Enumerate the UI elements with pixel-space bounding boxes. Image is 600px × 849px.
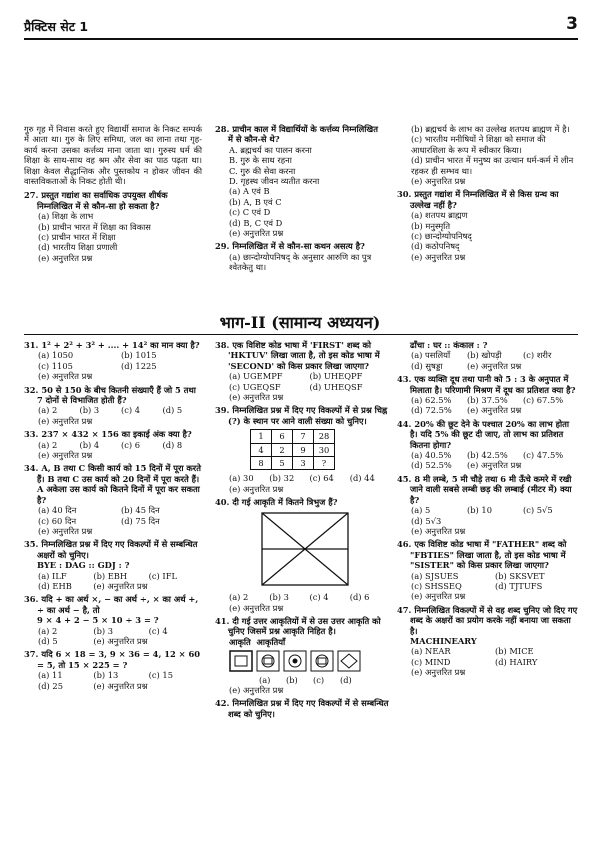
question-27: 27. प्रस्तुत गद्यांश का सर्वाधिक उपयुक्त शीर्षक निम्नलिखित में से कौन-सा हो सकता है? (a) शिक्षा के लाभ (b) प्राचीन भारत में शिक्षा का विकास (c) प्राचीन भारत में शिक्षा (d) भारतीय शिक्षा प्रणाली (e) अनुत्तरित प्रश्न xyxy=(24,190,202,263)
option[interactable]: (a) 2 xyxy=(229,592,249,603)
option[interactable]: (b) SKSVET xyxy=(495,570,545,581)
option[interactable]: (e) अनुत्तरित प्रश्न xyxy=(229,684,284,695)
option[interactable]: (c) 47.5% xyxy=(523,450,564,461)
option[interactable]: (d) B, C एवं D xyxy=(229,217,283,228)
grid-cell: 28 xyxy=(314,430,335,443)
grid-cell: 1 xyxy=(251,430,272,443)
option[interactable]: (d) 5 xyxy=(162,405,183,416)
option[interactable]: (c) SHSSEQ xyxy=(411,580,462,591)
option[interactable]: (c) 67.5% xyxy=(523,395,564,406)
option[interactable]: (b) 1015 xyxy=(121,350,157,361)
option[interactable]: (e) अनुत्तरित प्रश्न xyxy=(229,602,284,613)
option[interactable]: (c) 6 xyxy=(121,439,141,450)
option[interactable]: (a) पसलियाँ xyxy=(411,350,451,361)
question-35: 35. निम्नलिखित प्रश्न में दिए गए विकल्पों में से सम्बन्धित अक्षरों को चुनिए। BYE : DAG :: GDJ : ? (a) ILF (b) EBH (c) IFL (d) EHB (e) अनुत्तरित प्रश्न xyxy=(24,539,204,591)
option[interactable]: (d) xyxy=(340,674,352,685)
option[interactable]: (d) 8 xyxy=(162,439,183,450)
number-grid xyxy=(250,429,335,470)
question-text: निम्नलिखित में से कौन-सा कथन असत्य है? xyxy=(232,241,365,252)
option[interactable]: (c) छान्दोग्योपनिषद् xyxy=(411,231,472,242)
option[interactable]: (d) कठोपनिषद् xyxy=(411,241,460,252)
grid-cell: 6 xyxy=(272,430,293,443)
option[interactable]: (c) भारतीय मनीषियों ने शिक्षा को समाज की आधारशिला के रूप में स्वीकार किया। xyxy=(411,134,546,155)
question-text: एक व्यक्ति दूध तथा पानी को 5 : 3 के अनुपात में मिलाता है। परिणामी मिश्रण में दूध का प्रतिशत क्या है? xyxy=(410,374,576,395)
grid-cell: 3 xyxy=(293,457,314,470)
question-29-continued xyxy=(397,124,577,186)
analogy-text: ढाँचा : घर :: कंकाल : ? xyxy=(410,340,488,350)
option[interactable]: (b) ब्रह्मचर्य के लाभ का उल्लेख शतपथ ब्राह्मण में है। xyxy=(411,124,570,134)
option[interactable]: (d) 72.5% xyxy=(411,405,452,416)
option[interactable]: (b) 13 xyxy=(93,670,119,681)
option[interactable]: (a) 5 xyxy=(411,505,431,516)
figure-series xyxy=(229,650,379,672)
option[interactable]: (d) 6 xyxy=(349,592,370,603)
option[interactable]: (b) 3 xyxy=(269,592,289,603)
question-text: निम्नलिखित विकल्पों में से वह शब्द चुनिए जो दिए गए शब्द के अक्षरों का प्रयोग करके नहीं बनाया जा सकता है। xyxy=(410,604,578,636)
option[interactable]: (a) UGEMPF xyxy=(229,371,283,382)
option[interactable]: (a) 2 xyxy=(38,405,58,416)
question-40: 40. दी गई आकृति में कितने त्रिभुज हैं? (a) 2 (b) 3 (c) 4 (d) 6 (e) अनुत्तरित प्रश्न xyxy=(215,497,390,613)
question-39: 39. निम्नलिखित प्रश्न में दिए गए विकल्पों में से प्रश्न चिह्न (?) के स्थान पर आने वाली संख्या को चुनिए। 1 6 7 28 4 2 9 30 8 5 3 ? (a) 30 (b) 32 (c) 64 (d) 44 (e) अनुत्तरित प्रश्न xyxy=(215,405,390,494)
option[interactable]: (e) अनुत्तरित प्रश्न xyxy=(93,635,148,646)
option[interactable]: (a) NEAR xyxy=(411,646,451,657)
option[interactable]: (e) अनुत्तरित प्रश्न xyxy=(38,252,93,263)
question-44: 44. 20% की छूट देने के पश्चात 20% का लाभ होता है। यदि 5% की छूट दी जाए, तो लाभ का प्रतिशत कितना होगा? (a) 40.5% (b) 42.5% (c) 47.5% (d) 52.5% (e) अनुत्तरित प्रश्न xyxy=(397,419,579,471)
option[interactable]: (b) खोपड़ी xyxy=(467,350,502,361)
question-text: यदि 6 × 18 = 3, 9 × 36 = 4, 12 × 60 = 5, तो 15 × 225 = ? xyxy=(37,649,201,670)
option[interactable]: (e) अनुत्तरित प्रश्न xyxy=(411,176,466,187)
section-divider xyxy=(24,334,578,335)
option[interactable]: (a) छान्दोग्योपनिषद् के अनुसार आरुणि का पुत्र श्वेतकेतु था। xyxy=(229,251,372,273)
option[interactable]: (b) 42.5% xyxy=(467,450,508,461)
question-text: प्राचीन काल में विद्यार्थियों के कर्त्तव्य निम्नलिखित में से कौन-से थे? xyxy=(228,124,378,145)
top-column-3 xyxy=(397,124,577,265)
option[interactable]: (c) 4 xyxy=(309,592,329,603)
option[interactable]: (a) 40.5% xyxy=(411,450,452,461)
question-text: 20% की छूट देने के पश्चात 20% का लाभ होता है। यदि 5% की छूट दी जाए, तो लाभ का प्रतिशत कितना होगा? xyxy=(410,418,570,450)
question-29: 29. निम्नलिखित में से कौन-सा कथन असत्य है? (a) छान्दोग्योपनिषद् के अनुसार आरुणि का पुत्र श्वेतकेतु था। xyxy=(215,241,385,272)
option[interactable]: (e) अनुत्तरित प्रश्न xyxy=(467,405,522,416)
question-text: A, B तथा C किसी कार्य को 15 दिनों में पूरा करते हैं। B तथा C उस कार्य को 20 दिनों में पूरा करते हैं। A अकेला उस कार्य को कितने दिनों में पूरा कर सकता है? xyxy=(37,463,201,505)
option[interactable]: (d) 25 xyxy=(38,680,63,691)
option[interactable]: (a) xyxy=(259,674,271,685)
option[interactable]: (a) शतपथ ब्राह्मण xyxy=(411,210,468,221)
option[interactable]: (c) 64 xyxy=(309,473,334,484)
question-37: 37. यदि 6 × 18 = 3, 9 × 36 = 4, 12 × 60 = 5, तो 15 × 225 = ? (a) 11 (b) 13 (c) 15 (d) 25 (e) अनुत्तरित प्रश्न xyxy=(24,649,204,691)
header-title: प्रैक्टिस सेट 1 xyxy=(24,19,89,34)
option[interactable]: (c) 1105 xyxy=(38,360,73,371)
question-text: 8 मी लम्बे, 5 मी चौड़े तथा 6 मी ऊँचे कमरे में रखी जाने वाली सबसे लम्बी छड़ की लम्बाई (मीटर में) क्या है? xyxy=(410,473,572,505)
option[interactable]: (b) 4 xyxy=(79,439,100,450)
option[interactable]: (b) UHEQPF xyxy=(309,371,363,382)
option[interactable]: (d) HAIRY xyxy=(495,656,538,667)
option[interactable]: (a) A एवं B xyxy=(229,186,270,197)
question-text: दी गई आकृति में कितने त्रिभुज हैं? xyxy=(232,497,338,508)
option[interactable]: (d) 75 दिन xyxy=(121,515,160,526)
option[interactable]: (d) 5 xyxy=(38,635,58,646)
option[interactable]: (c) 4 xyxy=(121,405,141,416)
expression-text: 9 × 4 + 2 − 5 × 10 ÷ 3 = ? xyxy=(37,615,159,626)
option[interactable]: (a) 1050 xyxy=(38,350,74,361)
question-42: 42. निम्नलिखित प्रश्न में दिए गए विकल्पों में से सम्बन्धित शब्द को चुनिए। xyxy=(215,698,389,719)
option[interactable]: (a) SJSUES xyxy=(411,570,459,581)
top-column-2 xyxy=(215,124,385,276)
option[interactable]: (e) अनुत्तरित प्रश्न xyxy=(38,525,93,536)
option[interactable]: (e) अनुत्तरित प्रश्न xyxy=(411,525,466,536)
statement: D. गृहस्थ जीवन व्यतीत करना xyxy=(229,176,320,187)
question-text: एक विशिष्ट कोड भाषा में "FATHER" शब्द को "FBTIES" लिखा जाता है, तो इस कोड भाषा में "SISTER" को किस प्रकार लिखा जाएगा? xyxy=(410,539,567,571)
option[interactable]: (d) EHB xyxy=(38,580,72,591)
option[interactable]: (e) अनुत्तरित प्रश्न xyxy=(229,483,284,494)
option[interactable]: (c) 60 दिन xyxy=(38,515,77,526)
option[interactable]: (d) UHEQSF xyxy=(309,381,363,392)
statement: B. गुरु के साथ रहना xyxy=(229,155,292,166)
grid-cell: 9 xyxy=(293,443,314,456)
bottom-column-2 xyxy=(215,340,390,722)
question-47: 47. निम्नलिखित विकल्पों में से वह शब्द चुनिए जो दिए गए शब्द के अक्षरों का प्रयोग करके नहीं बनाया जा सकता है। MACHINEARY (a) NEAR (b) MICE (c) MIND (d) HAIRY (e) अनुत्तरित प्रश्न xyxy=(397,604,578,678)
section-title: भाग-II (सामान्य अध्ययन) xyxy=(219,313,381,332)
question-42-continued xyxy=(397,340,579,371)
question-text: प्रस्तुत गद्यांश का सर्वाधिक उपयुक्त शीर्षक निम्नलिखित में से कौन-सा हो सकता है? xyxy=(37,190,168,211)
question-43: 43. एक व्यक्ति दूध तथा पानी को 5 : 3 के अनुपात में मिलाता है। परिणामी मिश्रण में दूध का प्रतिशत क्या है? (a) 62.5% (b) 37.5% (c) 67.5% (d) 72.5% (e) अनुत्तरित प्रश्न xyxy=(397,374,579,416)
option[interactable]: (a) 2 xyxy=(38,625,58,636)
option[interactable]: (b) 45 दिन xyxy=(121,505,160,516)
statement: C. गुरु की सेवा करना xyxy=(229,165,296,176)
analogy-text: BYE : DAG :: GDJ : ? xyxy=(37,560,130,571)
question-34: 34. A, B तथा C किसी कार्य को 15 दिनों में पूरा करते हैं। B तथा C उस कार्य को 20 दिनों में पूरा करते हैं। A अकेला उस कार्य को कितने दिनों में पूरा कर सकता है? (a) 40 दिन (b) 45 दिन (c) 60 दिन (d) 75 दिन (e) अनुत्तरित प्रश्न xyxy=(24,463,204,536)
option[interactable]: (e) अनुत्तरित प्रश्न xyxy=(411,667,466,678)
question-28: 28. प्राचीन काल में विद्यार्थियों के कर्त्तव्य निम्नलिखित में से कौन-से थे? A. ब्रह्मचर्य का पालन करना B. गुरु के साथ रहना C. गुरु की सेवा करना D. गृहस्थ जीवन व्यतीत करना (a) A एवं B (b) A, B एवं C (c) C एवं D (d) B, C एवं D (e) अनुत्तरित प्रश्न xyxy=(215,124,385,238)
question-30: 30. प्रस्तुत गद्यांश में निम्नलिखित में से किस ग्रन्थ का उल्लेख नहीं है? (a) शतपथ ब्राह्मण (b) मनुस्मृति (c) छान्दोग्योपनिषद् (d) कठोपनिषद् (e) अनुत्तरित प्रश्न xyxy=(397,189,577,262)
option[interactable]: (b) MICE xyxy=(495,646,534,657)
grid-cell: 30 xyxy=(314,443,335,456)
option[interactable]: (d) 5√3 xyxy=(411,515,442,526)
top-column-1 xyxy=(24,124,202,266)
option[interactable]: (c) UGEQSF xyxy=(229,381,281,392)
option[interactable]: (b) 3 xyxy=(79,405,100,416)
option[interactable]: (b) 10 xyxy=(467,505,492,516)
grid-cell: 4 xyxy=(251,443,272,456)
question-text: यदि + का अर्थ ×, − का अर्थ ÷, × का अर्थ +, ÷ का अर्थ − है, तो xyxy=(37,594,199,615)
question-text: दी गई उत्तर आकृतियों में से उस उत्तर आकृति को चुनिए जिसमें प्रश्न आकृति निहित है। xyxy=(228,615,381,637)
option[interactable]: (a) 40 दिन xyxy=(38,505,77,516)
option[interactable]: (b) 37.5% xyxy=(467,395,508,406)
option[interactable]: (a) 30 xyxy=(229,473,254,484)
option[interactable]: (a) शिक्षा के लाभ xyxy=(38,211,94,222)
option[interactable]: (b) xyxy=(286,674,298,685)
option[interactable]: (d) TJTUFS xyxy=(495,580,543,591)
question-text: एक विशिष्ट कोड भाषा में 'FIRST' शब्द को 'HKTUV' लिखा जाता है, तो इस कोड भाषा में 'SECOND' को किस प्रकार लिखा जाएगा? xyxy=(228,340,380,371)
question-45: 45. 8 मी लम्बे, 5 मी चौड़े तथा 6 मी ऊँचे कमरे में रखी जाने वाली सबसे लम्बी छड़ की लम्बाई (मीटर में) क्या है? (a) 5 (b) 10 (c) 5√5 (d) 5√3 (e) अनुत्तरित प्रश्न xyxy=(397,474,579,536)
option[interactable]: (e) अनुत्तरित प्रश्न xyxy=(38,415,93,426)
option[interactable]: (c) शरीर xyxy=(523,350,552,361)
option[interactable]: (e) अनुत्तरित प्रश्न xyxy=(467,360,522,371)
grid-cell: 5 xyxy=(272,457,293,470)
given-word: MACHINEARY xyxy=(410,635,477,646)
question-31: 31. 1² + 2² + 3² + .... + 14² का मान क्या है? (a) 1050 (b) 1015 (c) 1105 (d) 1225 (e) अनुत्तरित प्रश्न xyxy=(24,340,204,382)
option[interactable]: (d) सुषड्डा xyxy=(411,360,443,371)
option[interactable]: (c) xyxy=(313,674,325,685)
question-text: निम्नलिखित प्रश्न में दिए गए विकल्पों में से प्रश्न चिह्न (?) के स्थान पर आने वाली संख्या को चुनिए। xyxy=(228,405,388,426)
option[interactable]: (a) 62.5% xyxy=(411,395,452,406)
option[interactable]: (e) अनुत्तरित प्रश्न xyxy=(93,680,148,691)
option[interactable]: (c) 4 xyxy=(148,625,168,636)
grid-cell: ? xyxy=(314,457,335,470)
option[interactable]: (b) प्राचीन भारत में शिक्षा का विकास xyxy=(38,221,151,232)
option[interactable]: (b) EBH xyxy=(93,570,128,581)
question-text: 237 × 432 × 156 का इकाई अंक क्या है? xyxy=(41,429,192,440)
option[interactable]: (c) प्राचीन भारत में शिक्षा xyxy=(38,232,116,243)
option[interactable]: (b) मनुस्मृति xyxy=(411,220,451,231)
option[interactable]: (d) 1225 xyxy=(121,360,157,371)
question-32: 32. 50 से 150 के बीच कितनी संख्याएँ हैं जो 5 तथा 7 दोनों से विभाजित होती हैं? (a) 2 (b) 3 (c) 4 (d) 5 (e) अनुत्तरित प्रश्न xyxy=(24,385,204,427)
option[interactable]: (e) अनुत्तरित प्रश्न xyxy=(411,591,466,602)
question-41: 41. दी गई उत्तर आकृतियों में से उस उत्तर आकृति को चुनिए जिसमें प्रश्न आकृति निहित है। आकृति आकृतियाँ (a) (b) (c) (d) (e) अनुत्तरित प्रश्न xyxy=(215,616,390,695)
option[interactable]: (c) C एवं D xyxy=(229,207,271,218)
option[interactable]: (c) MIND xyxy=(411,656,451,667)
triangle-figure xyxy=(260,511,350,587)
option[interactable]: (b) 32 xyxy=(269,473,295,484)
statement: A. ब्रह्मचर्य का पालन करना xyxy=(229,144,312,155)
question-text: 1² + 2² + 3² + .... + 14² का मान क्या है? xyxy=(41,340,200,350)
passage-tail: गुरु गृह में निवास करते हुए विद्यार्थी समाज के निकट सम्पर्क में आता था। गुरु के लिए समिधा, जल का लाना तथा गृह-कार्य करना उसका कर्त्तव्य माना जाता था। गुरुस्य धर्म की शिक्षा के साथ-साथ वह श्रम और सेवा का पाठ पढ़ता था। शिक्षा केवल सैद्धान्तिक और पुस्तकोय न होकर जीवन की वास्तविकताओं के निकट होती थी। xyxy=(24,124,202,187)
bottom-column-1 xyxy=(24,340,204,694)
option[interactable]: (c) 5√5 xyxy=(523,505,553,516)
question-text: 50 से 150 के बीच कितनी संख्याएँ हैं जो 5 तथा 7 दोनों से विभाजित होती हैं? xyxy=(37,384,196,406)
option[interactable]: (b) 3 xyxy=(93,625,114,636)
option[interactable]: (b) A, B एवं C xyxy=(229,196,282,207)
grid-cell: 2 xyxy=(272,443,293,456)
option[interactable]: (c) IFL xyxy=(148,570,177,581)
question-33: 33. 237 × 432 × 156 का इकाई अंक क्या है? (a) 2 (b) 4 (c) 6 (d) 8 (e) अनुत्तरित प्रश्न xyxy=(24,429,204,460)
option[interactable]: (d) 44 xyxy=(349,473,375,484)
option[interactable]: (a) 2 xyxy=(38,439,58,450)
option[interactable]: (e) अनुत्तरित प्रश्न xyxy=(229,392,284,403)
question-text: निम्नलिखित प्रश्न में दिए गए विकल्पों में से सम्बन्धित शब्द को चुनिए। xyxy=(228,698,389,719)
option[interactable]: (a) 11 xyxy=(38,670,63,681)
figure-label-answer: आकृतियाँ xyxy=(256,636,286,647)
option[interactable]: (e) अनुत्तरित प्रश्न xyxy=(467,460,522,471)
option[interactable]: (a) ILF xyxy=(38,570,67,581)
question-text: प्रस्तुत गद्यांश में निम्नलिखित में से किस ग्रन्थ का उल्लेख नहीं है? xyxy=(410,189,559,210)
figure-label-question: आकृति xyxy=(229,636,251,647)
bottom-column-3 xyxy=(397,340,579,681)
option[interactable]: (d) प्राचीन भारत में मनुष्य का उत्थान धर्म-कर्म में लीन रहकर ही सम्भव था। xyxy=(411,155,574,176)
question-46: 46. एक विशिष्ट कोड भाषा में "FATHER" शब्द को "FBTIES" लिखा जाता है, तो इस कोड भाषा में "SISTER" को किस प्रकार लिखा जाएगा? (a) SJSUES (b) SKSVET (c) SHSSEQ (d) TJTUFS (e) अनुत्तरित प्रश्न xyxy=(397,539,579,601)
page-header xyxy=(24,12,578,40)
grid-cell: 7 xyxy=(293,430,314,443)
option[interactable]: (d) भारतीय शिक्षा प्रणाली xyxy=(38,242,118,253)
option[interactable]: (e) अनुत्तरित प्रश्न xyxy=(229,228,284,239)
option[interactable]: (e) अनुत्तरित प्रश्न xyxy=(38,450,93,461)
question-38: 38. एक विशिष्ट कोड भाषा में 'FIRST' शब्द को 'HKTUV' लिखा जाता है, तो इस कोड भाषा में 'SECOND' को किस प्रकार लिखा जाएगा? (a) UGEMPF (b) UHEQPF (c) UGEQSF (d) UHEQSF (e) अनुत्तरित प्रश्न xyxy=(215,340,390,402)
option[interactable]: (e) अनुत्तरित प्रश्न xyxy=(38,371,93,382)
option[interactable]: (c) 15 xyxy=(148,670,173,681)
option[interactable]: (e) अनुत्तरित प्रश्न xyxy=(93,580,148,591)
question-text: निम्नलिखित प्रश्न में दिए गए विकल्पों में से सम्बन्धित अक्षरों को चुनिए। xyxy=(37,539,198,560)
option[interactable]: (e) अनुत्तरित प्रश्न xyxy=(411,251,466,262)
question-36: 36. यदि + का अर्थ ×, − का अर्थ ÷, × का अर्थ +, ÷ का अर्थ − है, तो 9 × 4 + 2 − 5 × 10 ÷ 3 = ? (a) 2 (b) 3 (c) 4 (d) 5 (e) अनुत्तरित प्रश्न xyxy=(24,594,204,646)
option[interactable]: (d) 52.5% xyxy=(411,460,452,471)
page-number: 3 xyxy=(566,14,578,34)
grid-cell: 8 xyxy=(251,457,272,470)
